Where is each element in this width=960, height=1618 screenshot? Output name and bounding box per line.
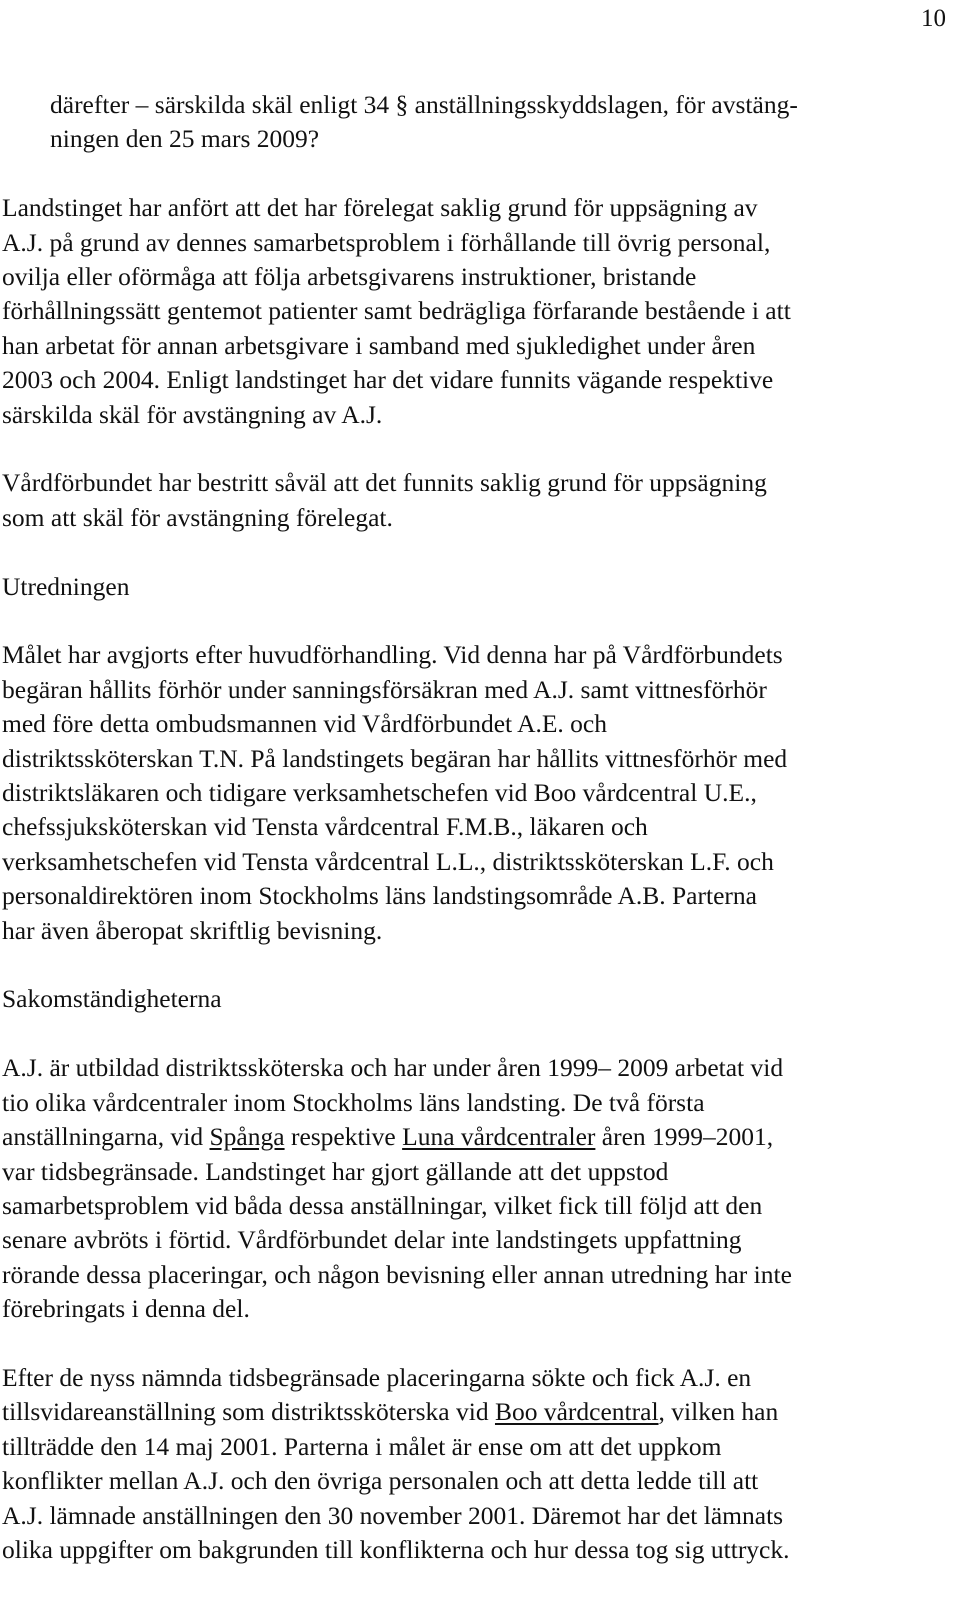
text-line: med före detta ombudsmannen vid Vårdförbundet A.E. och [2,709,608,739]
document-body [2,88,936,1567]
text-segment: anställningarna, vid [2,1122,210,1152]
text-line: förhållningssätt gentemot patienter samt bedrägliga förfarande bestående i att [2,296,791,326]
text-line: har även åberopat skriftlig bevisning. [2,915,383,945]
text-line [2,1395,936,1429]
text-line: tio olika vårdcentraler inom Stockholms läns landsting. De två första [2,1087,705,1117]
text-line: begäran hållits förhör under sanningsförsäkran med A.J. samt vittnesförhör [2,674,767,704]
text-segment: åren 1999–2001, [595,1122,774,1152]
text-line: förebringats i denna del. [2,1294,250,1324]
text-line: Landstinget har anfört att det har förelegat saklig grund för uppsägning av [2,193,758,223]
text-line: ovilja eller oförmåga att följa arbetsgivarens instruktioner, bristande [2,262,697,292]
text-line: personaldirektören inom Stockholms läns landstingsområde A.B. Parterna [2,881,757,911]
text-line: Målet har avgjorts efter huvudförhandling. Vid denna har på Vårdförbundets [2,640,783,670]
text-line: verksamhetschefen vid Tensta vårdcentral L.L., distriktssköterskan L.F. och [2,846,774,876]
text-line [2,1120,936,1154]
link-luna-vardcentraler[interactable]: Luna vårdcentraler [402,1122,596,1152]
text-segment: tillsvidareanställning som distriktssköterska vid [2,1397,495,1427]
section-heading-utredningen [2,570,936,604]
paragraph-hearing [2,638,936,948]
text-segment: respektive [284,1122,403,1152]
text-line: därefter – särskilda skäl enligt 34 § anställningsskyddslagen, för avstäng- [50,90,798,119]
text-line: samarbetsproblem vid båda dessa anställningar, vilket fick till följd att den [2,1190,763,1220]
text-line: distriktsläkaren och tidigare verksamhetschefen vid Boo vårdcentral U.E., [2,778,757,808]
text-line: A.J. lämnade anställningen den 30 november 2001. Däremot har det lämnats [2,1500,784,1530]
text-line: chefssjuksköterskan vid Tensta vårdcentral F.M.B., läkaren och [2,812,648,842]
text-line: Efter de nyss nämnda tidsbegränsade placeringarna sökte och fick A.J. en [2,1362,752,1392]
paragraph-boo-employment [2,1361,936,1567]
text-line: konflikter mellan A.J. och den övriga personalen och att detta ledde till att [2,1466,759,1496]
text-line: han arbetat för annan arbetsgivare i samband med sjukledighet under åren [2,330,756,360]
text-line: rörande dessa placeringar, och någon bevisning eller annan utredning har inte [2,1259,792,1289]
text-line: distriktssköterskan T.N. På landstingets begäran har hållits vittnesförhör med [2,743,788,773]
paragraph-landstinget-claims [2,191,936,432]
section-heading: Utredningen [2,571,130,601]
text-line: A.J. på grund av dennes samarbetsproblem i förhållande till övrig personal, [2,227,771,257]
text-line: senare avbröts i förtid. Vårdförbundet delar inte landstingets uppfattning [2,1225,742,1255]
text-line: var tidsbegränsade. Landstinget har gjort gällande att det uppstod [2,1156,669,1186]
section-heading: Sakomständigheterna [2,984,222,1014]
text-line: olika uppgifter om bakgrunden till konflikterna och hur dessa tog sig uttryck. [2,1534,790,1564]
text-line: ningen den 25 mars 2009? [50,124,320,154]
text-line: Vårdförbundet har bestritt såväl att det funnits saklig grund för uppsägning [2,468,767,498]
text-line: som att skäl för avstängning förelegat. [2,502,393,532]
page-number: 10 [921,5,946,32]
paragraph-employment-history [2,1051,936,1326]
link-boo-vardcentral[interactable]: Boo vårdcentral [494,1397,659,1427]
text-line: särskilda skäl för avstängning av A.J. [2,399,383,429]
text-line: tillträdde den 14 maj 2001. Parterna i målet är ense om att det uppkom [2,1431,722,1461]
text-line: 2003 och 2004. Enligt landstinget har det vidare funnits vägande respektive [2,365,774,395]
text-segment: , vilken han [658,1397,779,1427]
paragraph-question-continuation [2,88,936,157]
text-line: A.J. är utbildad distriktssköterska och har under åren 1999– 2009 arbetat vid [2,1053,784,1083]
link-spanga[interactable]: Spånga [209,1122,285,1152]
section-heading-sakomstandigheterna [2,982,936,1016]
paragraph-vardforbundet-disputes [2,466,936,535]
